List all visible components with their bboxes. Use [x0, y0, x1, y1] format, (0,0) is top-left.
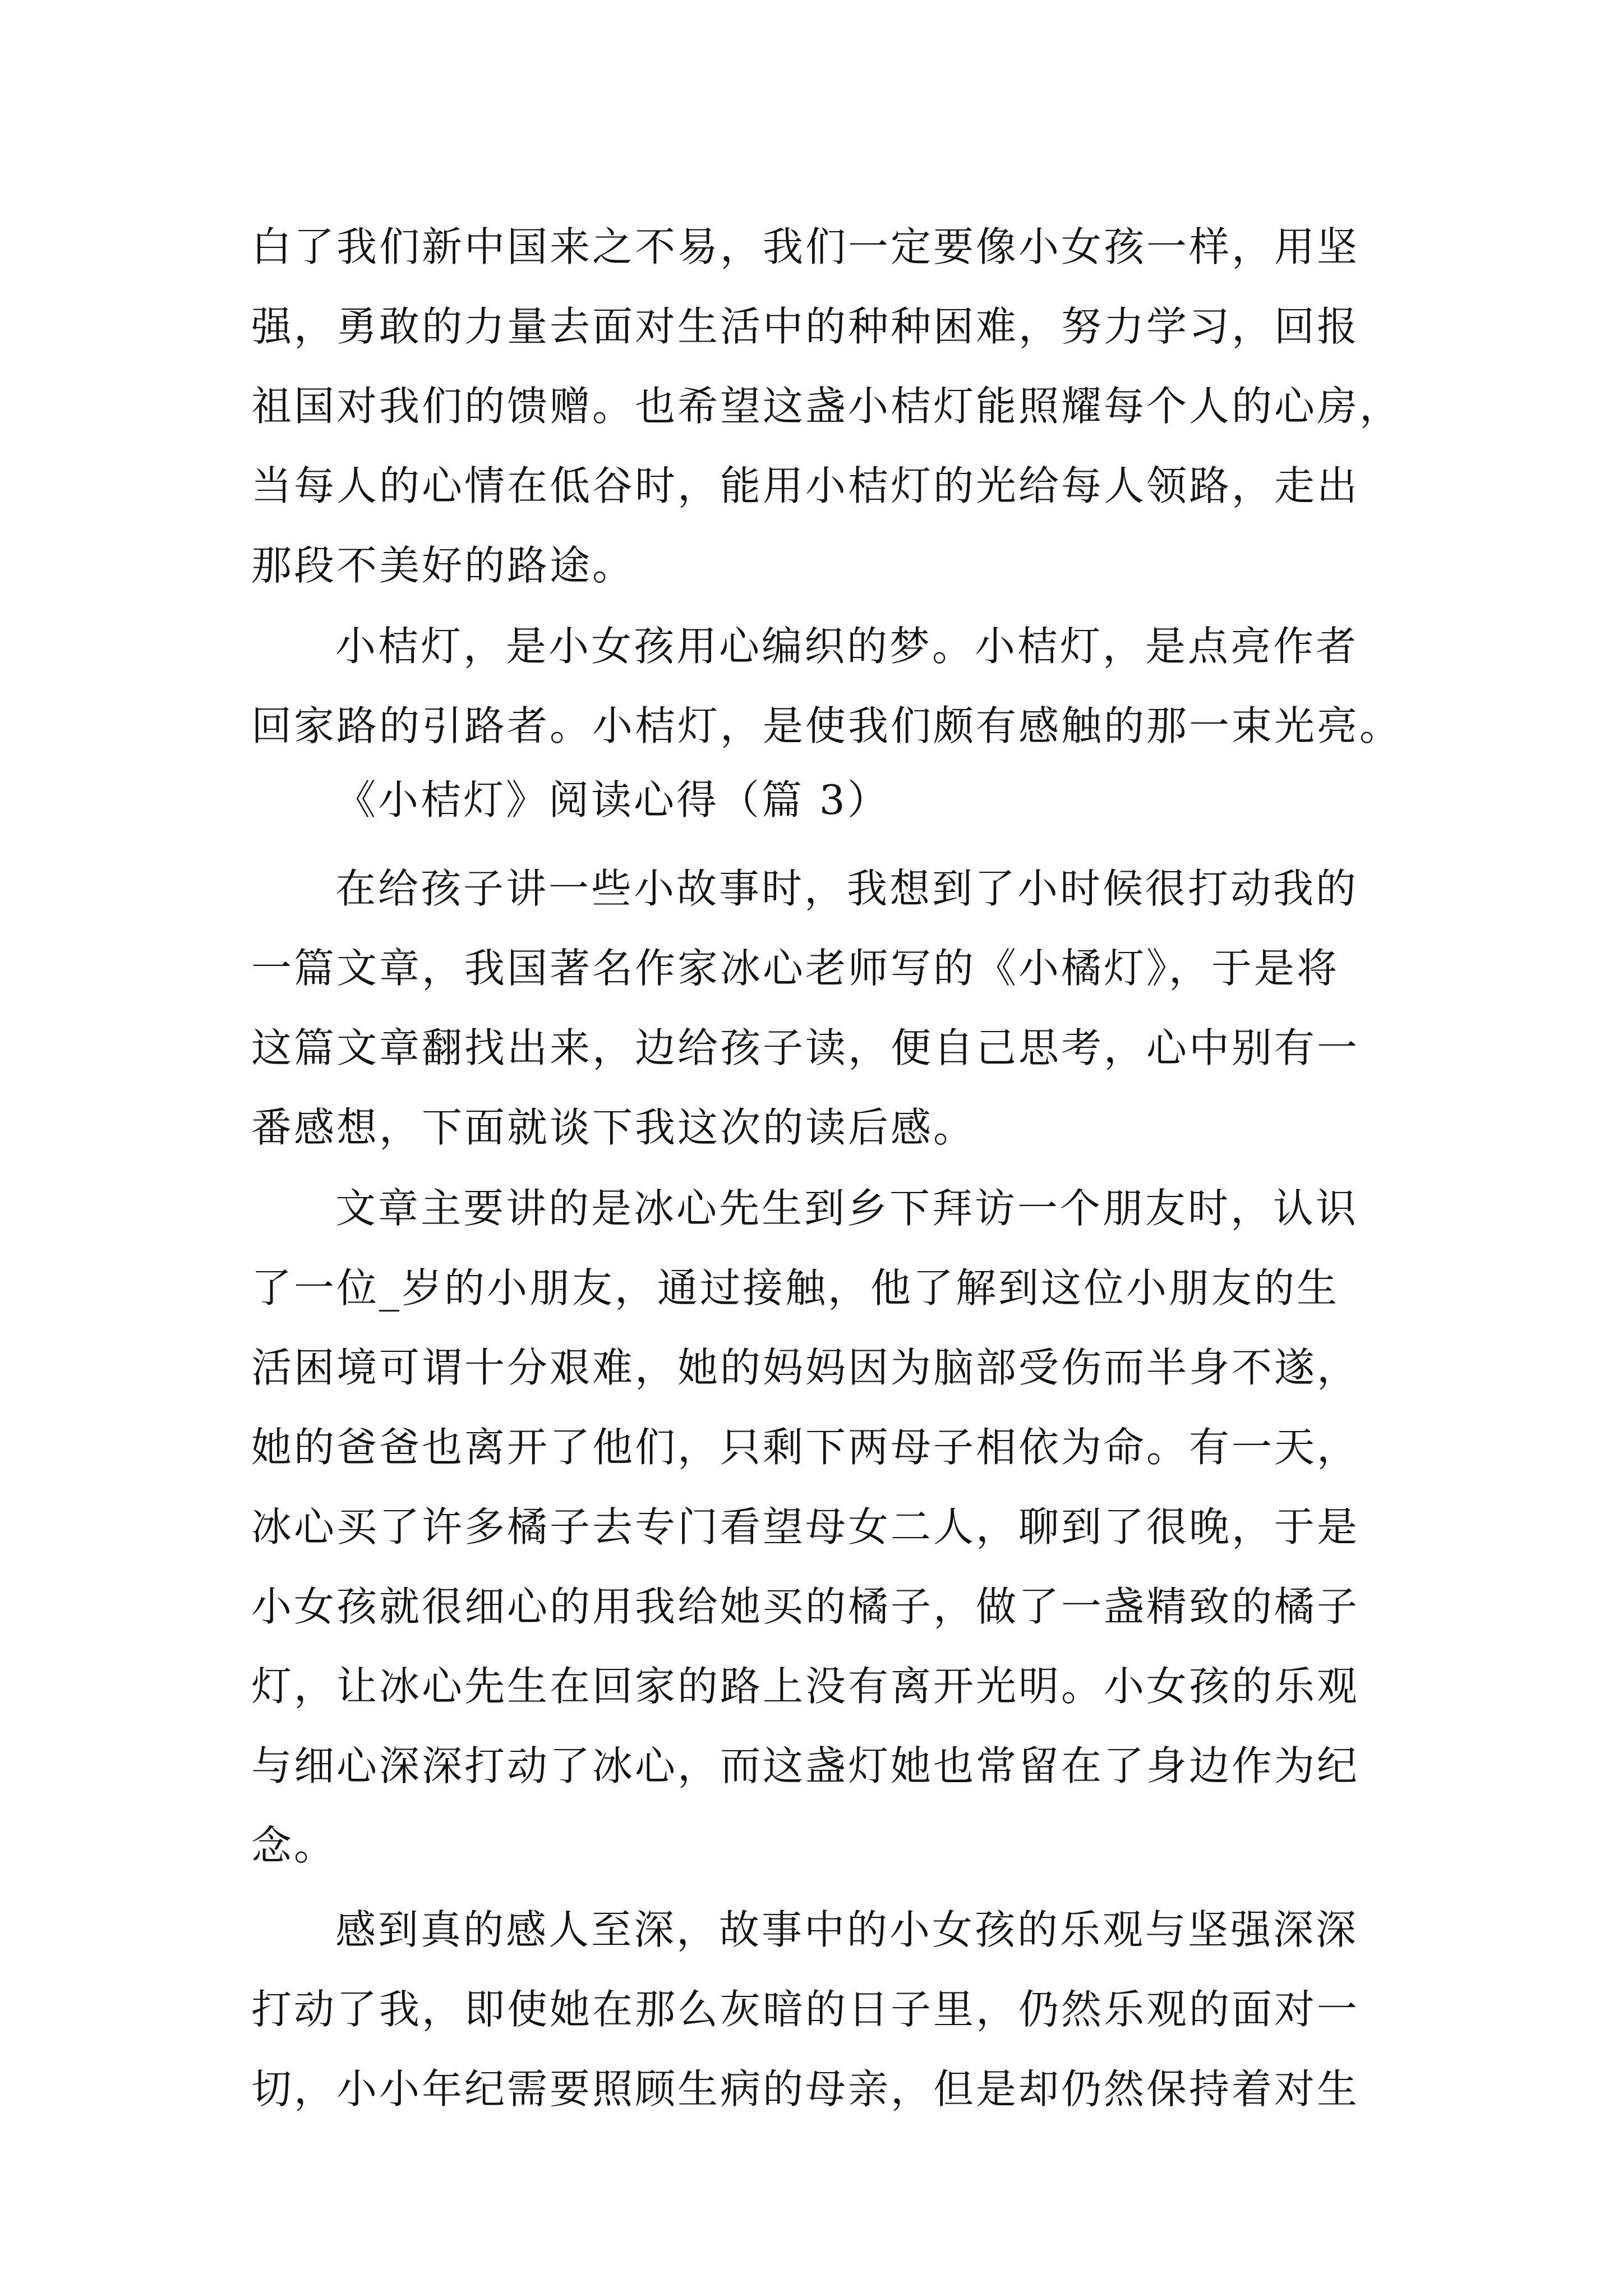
text-line: 打动了我，即使她在那么灰暗的日子里，仍然乐观的面对一	[251, 1986, 1360, 2033]
paragraph-start-line: 感到真的感人至深，故事中的小女孩的乐观与坚强深深	[335, 1906, 1359, 1953]
section-heading: 《小桔灯》阅读心得（篇 3）	[335, 776, 890, 823]
text-line: 灯，让冰心先生在回家的路上没有离开光明。小女孩的乐观	[251, 1663, 1360, 1710]
text-line: 那段不美好的路途。	[251, 542, 635, 589]
text-line: 番感想，下面就谈下我这次的读后感。	[251, 1104, 976, 1151]
text-line: 切，小小年纪需要照顾生病的母亲，但是却仍然保持着对生	[251, 2065, 1360, 2113]
text-line: 活困境可谓十分艰难，她的妈妈因为脑部受伤而半身不遂，	[251, 1344, 1360, 1391]
text-line: 与细心深深打动了冰心，而这盏灯她也常留在了身边作为纪	[251, 1742, 1360, 1789]
text-line: 白了我们新中国来之不易，我们一定要像小女孩一样，用坚	[251, 223, 1360, 270]
paragraph-start-line: 在给孩子讲一些小故事时，我想到了小时候很打动我的	[335, 865, 1359, 912]
text-line: 冰心买了许多橘子去专门看望母女二人，聊到了很晚，于是	[251, 1503, 1360, 1550]
text-line: 强，勇敢的力量去面对生活中的种种困难，努力学习，回报	[251, 303, 1360, 350]
text-line: 祖国对我们的馈赠。也希望这盏小桔灯能照耀每个人的心房，	[251, 383, 1403, 430]
text-line: 念。	[251, 1822, 337, 1869]
text-line: 她的爸爸也离开了他们，只剩下两母子相依为命。有一天，	[251, 1424, 1360, 1471]
text-line: 回家路的引路者。小桔灯，是使我们颇有感触的那一束光亮。	[251, 702, 1403, 749]
text-line: 小女孩就很细心的用我给她买的橘子，做了一盏精致的橘子	[251, 1583, 1360, 1630]
text-line: 这篇文章翻找出来，边给孩子读，便自己思考，心中别有一	[251, 1024, 1360, 1071]
text-line: 一篇文章，我国著名作家冰心老师写的《小橘灯》，于是将	[251, 945, 1340, 992]
paragraph-start-line: 小桔灯，是小女孩用心编织的梦。小桔灯，是点亮作者	[335, 623, 1359, 670]
text-line: 当每人的心情在低谷时，能用小桔灯的光给每人领路，走出	[251, 462, 1360, 509]
paragraph-start-line: 文章主要讲的是冰心先生到乡下拜访一个朋友时，认识	[335, 1185, 1359, 1232]
text-line: 了一位_岁的小朋友，通过接触，他了解到这位小朋友的生	[251, 1264, 1340, 1312]
